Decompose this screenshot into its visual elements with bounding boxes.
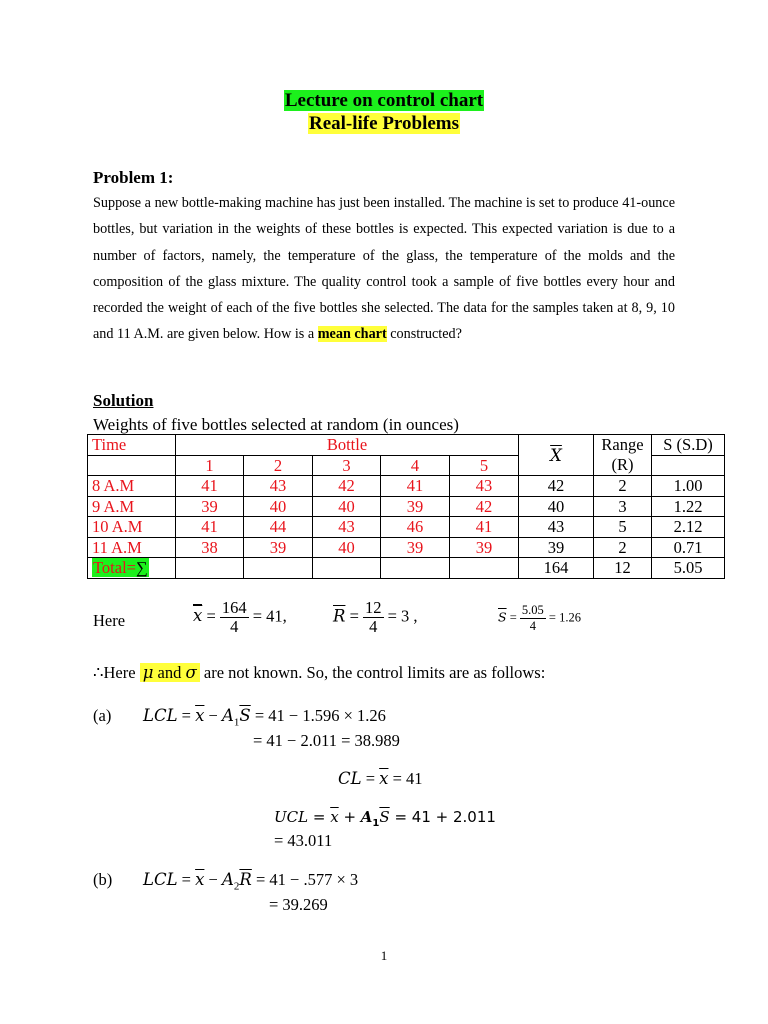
solution-heading: Solution	[93, 391, 154, 410]
part-b-lcl-result: = 39.269	[269, 895, 328, 914]
part-b-label: (b)	[93, 870, 113, 889]
total-label: Total=∑	[88, 558, 176, 579]
part-a-lcl-result: = 41 − 2.011 = 38.989	[253, 731, 400, 750]
bottle-number: 4	[381, 455, 450, 476]
center-line: CL = $\overline{x} = 41$	[338, 769, 423, 788]
bottle-number: 3	[313, 455, 381, 476]
problem-heading: Problem 1:	[93, 168, 174, 187]
table-row: 10 A.M 41 44 43 46 41 43 5 2.12	[88, 517, 725, 538]
page-title: Lecture on control chart	[284, 90, 484, 111]
time-header: Time	[88, 435, 176, 456]
bottle-number: 2	[244, 455, 313, 476]
page-number: 1	[380, 948, 388, 963]
xbar-header: $\overline{X}$	[519, 435, 594, 476]
page-subtitle: Real-life Problems	[308, 113, 460, 134]
weights-table	[87, 434, 725, 579]
sbar-equation: $\overline{S}$ = $\frac{5.05}{4}$ = 1.26	[498, 603, 581, 633]
table-header-row	[88, 435, 725, 456]
xbarbar-equation: $\overline{x}$ = $\frac{164}{4}$ = 41,	[193, 598, 287, 636]
range-header: Range (R)	[594, 435, 652, 476]
part-a-lcl: LCL = $\overline{x} - A_1\overline{S} = 41 - 1.596 \times 1.26$	[143, 706, 386, 729]
part-a-label: (a)	[93, 706, 112, 725]
mean-chart-highlight: mean chart	[317, 326, 387, 343]
bottle-number: 5	[450, 455, 519, 476]
table-row: 8 A.M 41 43 42 41 43 42 2 1.00	[88, 476, 725, 497]
bottle-header: Bottle	[176, 435, 519, 456]
part-b-lcl: LCL = $\overline{x} - A_2\overline{R} = 41 - .577 \times 3$	[143, 870, 359, 893]
blank-cell	[652, 455, 725, 476]
here-label: Here	[93, 611, 126, 630]
bottle-number: 1	[176, 455, 244, 476]
ucl-equation: UCL = $\overline{x} + A_1\overline{S} = 41 + 2.011$	[274, 808, 496, 829]
blank-cell	[88, 455, 176, 476]
ucl-result: = 43.011	[274, 831, 333, 850]
total-row: Total=∑ 164 12 5.05	[88, 558, 725, 579]
table-row: 11 A.M 38 39 40 39 39 39 2 0.71	[88, 537, 725, 558]
control-limits-note: ∴Here μ and σ are not known. So, the control limits are as follows:	[93, 663, 546, 682]
sd-header: S (S.D)	[652, 435, 725, 456]
table-row: 9 A.M 39 40 40 39 42 40 3 1.22	[88, 496, 725, 517]
problem-text: Suppose a new bottle-making machine has just been installed. The machine is set to produce 41-ounce bottles, but variation in the weights of these bottles is expected. This expected variation is due to a number of factors, namely, the temperature of the glass, the temperature of the molds and the composition of the glass mixture. The quality control took a sample of five bottles every hour and recorded the weight of each of the five bottles she selected. The data for the samples taken at 8, 9, 10 and 11 A.M. are given below. How is a mean chart constructed?	[93, 195, 675, 343]
table-caption: Weights of five bottles selected at random (in ounces)	[93, 415, 459, 434]
rbar-equation: $\overline{R}$ = $\frac{12}{4}$ = 3 ,	[333, 598, 418, 636]
